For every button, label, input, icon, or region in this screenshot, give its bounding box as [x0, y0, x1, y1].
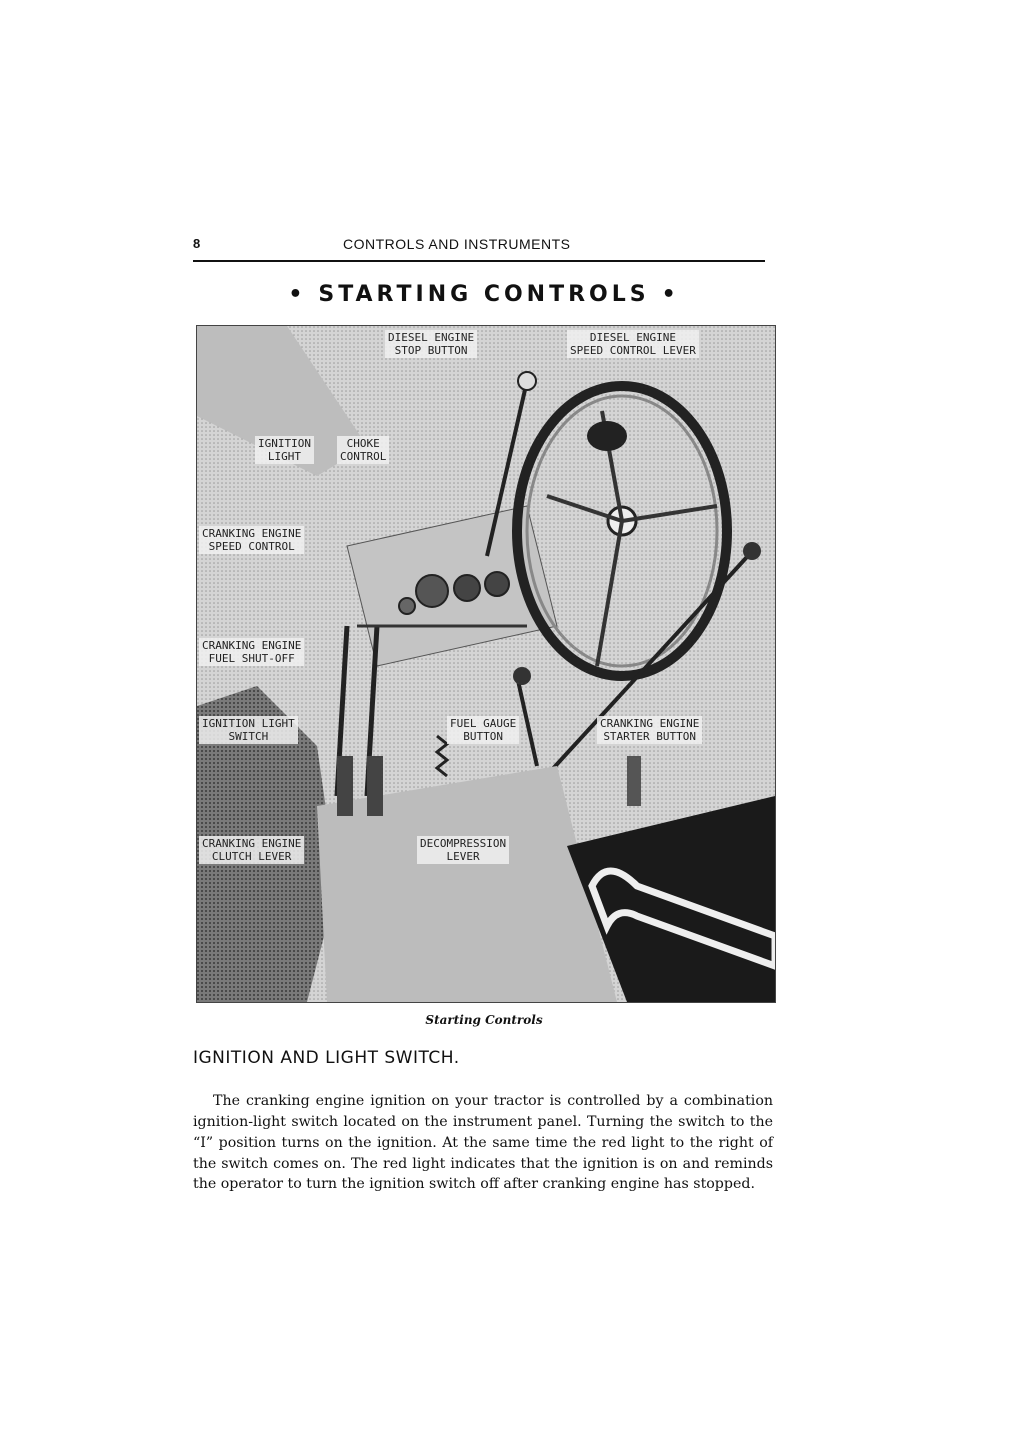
callout-ignition-light-switch: IGNITION LIGHT SWITCH: [199, 716, 298, 744]
running-header: [193, 236, 765, 262]
bullet-left: •: [288, 282, 307, 307]
callout-ignition-light: IGNITION LIGHT: [255, 436, 314, 464]
callout-decompression-lever: DECOMPRESSION LEVER: [417, 836, 509, 864]
callout-cranking-engine-starter-button: CRANKING ENGINE STARTER BUTTON: [597, 716, 702, 744]
section-heading: IGNITION AND LIGHT SWITCH.: [193, 1048, 460, 1068]
callout-cranking-engine-speed-control: CRANKING ENGINE SPEED CONTROL: [199, 526, 304, 554]
section-title-text: STARTING CONTROLS: [318, 282, 650, 307]
callout-diesel-engine-stop-button: DIESEL ENGINE STOP BUTTON: [385, 330, 477, 358]
callout-diesel-engine-speed-control-lever: DIESEL ENGINE SPEED CONTROL LEVER: [567, 330, 699, 358]
callout-cranking-engine-fuel-shut-off: CRANKING ENGINE FUEL SHUT-OFF: [199, 638, 304, 666]
figure-caption: Starting Controls: [425, 1013, 543, 1027]
running-title: CONTROLS AND INSTRUMENTS: [343, 236, 571, 252]
page-number: 8: [193, 236, 201, 251]
starting-controls-photo: [196, 325, 776, 1003]
callout-choke-control: CHOKE CONTROL: [337, 436, 389, 464]
callout-fuel-gauge-button: FUEL GAUGE BUTTON: [447, 716, 519, 744]
section-title: [193, 282, 775, 307]
callout-cranking-engine-clutch-lever: CRANKING ENGINE CLUTCH LEVER: [199, 836, 304, 864]
bullet-right: •: [661, 282, 680, 307]
body-paragraph: The cranking engine ignition on your tractor is controlled by a combination ignition-light switch located on the instrument panel. Turning the switch to the “I” position turns on the ignition. At the same time the red light to the right of the switch comes on. The red light indicates that the ignition is on and reminds the operator to turn the ignition switch off after cranking engine has stopped.: [193, 1093, 773, 1193]
